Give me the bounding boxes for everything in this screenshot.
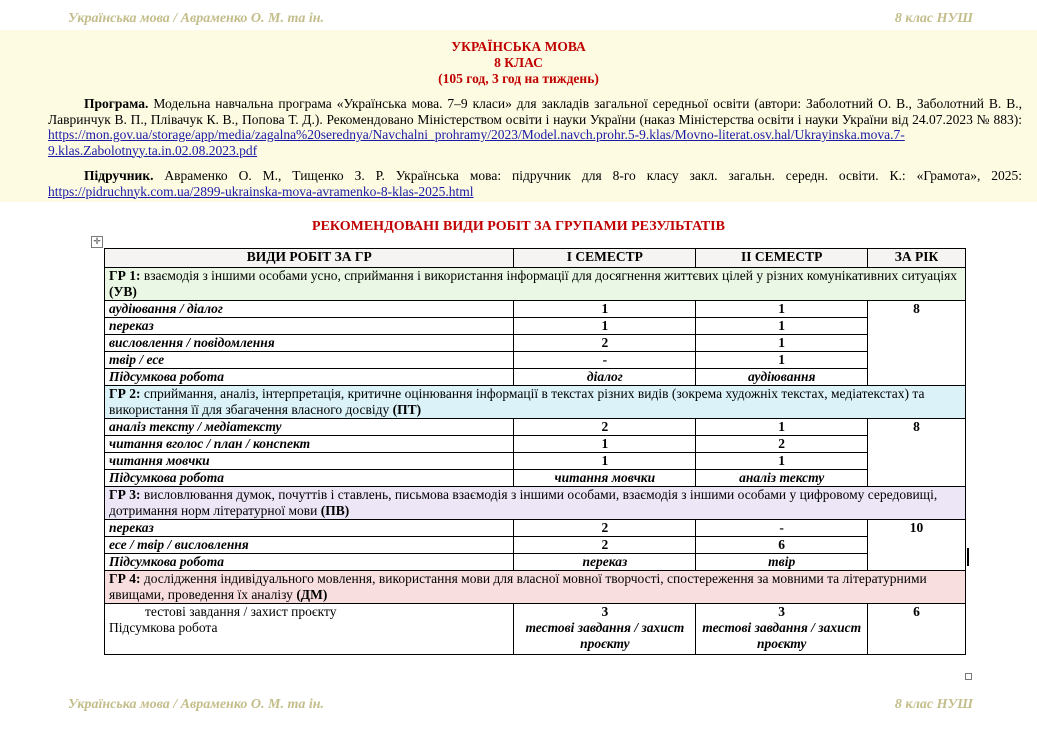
group-desc: висловлювання думок, почуттів і ставлень, письмова взаємодія з іншими особами, взаємодія з іншими особами у цифровому середовищі, дотримання норм літературної мови — [109, 487, 938, 518]
textbook-paragraph — [48, 168, 1022, 199]
activity-cell — [105, 604, 514, 655]
table-row — [105, 301, 966, 318]
text-cursor — [967, 548, 969, 566]
semester1-value: 2 — [514, 335, 696, 352]
activity-name: переказ — [105, 520, 514, 537]
group-row — [105, 487, 966, 520]
semester2-value: 3 — [778, 604, 786, 619]
semester1-value: 2 — [514, 537, 696, 554]
activity-name: аудіювання / діалог — [105, 301, 514, 318]
group-code: (УВ) — [109, 284, 137, 299]
semester2-summary: аналіз тексту — [696, 470, 868, 487]
activity-name: висловлення / повідомлення — [105, 335, 514, 352]
semester1-value: 1 — [514, 301, 696, 318]
year-total: 8 — [868, 419, 966, 487]
group-desc: дослідження індивідуального мовлення, використання мови для власної мовної творчості, спостереження за мовними та літературними явищами, проведення їх аналізу — [109, 571, 927, 602]
semester1-value: 1 — [514, 436, 696, 453]
summary-row — [105, 369, 966, 386]
section-title: РЕКОМЕНДОВАНІ ВИДИ РОБІТ ЗА ГРУПАМИ РЕЗУЛЬТАТІВ — [312, 219, 725, 234]
group-title: ГР 1: — [109, 268, 141, 283]
program-label: Програма. — [84, 96, 149, 111]
activity-name: твір / есе — [105, 352, 514, 369]
table-row — [105, 537, 966, 554]
running-head-right: 8 клас НУШ — [894, 11, 973, 26]
summary-label: Підсумкова робота — [105, 554, 514, 571]
program-text: Модельна навчальна програма «Українська мова. 7–9 класи» для закладів загальної середньої освіти (автори: Заболотний О. В., Заболотний В. В., Лавринчук В. П., Плівачук К. В., Попова Т. Д.). Рекомендовано Міністерством освіти і науки України (наказ Міністерства освіти і науки України від 24.07.2023 № 883): — [48, 96, 1022, 127]
semester1-value: 3 — [601, 604, 609, 619]
semester1-value: - — [514, 352, 696, 369]
results-table — [104, 248, 966, 655]
activity-name: есе / твір / висловлення — [105, 537, 514, 554]
semester1-cell — [514, 604, 696, 655]
semester2-value: 1 — [696, 335, 868, 352]
semester2-value: - — [696, 520, 868, 537]
textbook-label: Підручник. — [84, 168, 154, 183]
table-row — [105, 453, 966, 470]
semester1-value: 1 — [514, 453, 696, 470]
table-row — [105, 318, 966, 335]
group-cell — [105, 268, 966, 301]
table-row — [105, 436, 966, 453]
group-row — [105, 571, 966, 604]
semester2-cell — [696, 604, 868, 655]
year-total: 10 — [868, 520, 966, 571]
table-row — [105, 335, 966, 352]
summary-row — [105, 554, 966, 571]
semester1-summary: читання мовчки — [514, 470, 696, 487]
year-total: 6 — [868, 604, 966, 655]
group-cell — [105, 386, 966, 419]
semester2-value: 1 — [696, 301, 868, 318]
col-header: І СЕМЕСТР — [514, 249, 696, 268]
group-cell — [105, 571, 966, 604]
move-handle-icon[interactable]: ✛ — [91, 236, 103, 248]
textbook-link[interactable]: https://pidruchnyk.com.ua/2899-ukrainska-mova-avramenko-8-klas-2025.html — [48, 183, 474, 199]
running-head-top — [68, 11, 973, 27]
group-title: ГР 2: — [109, 386, 141, 401]
table-row — [105, 419, 966, 436]
group-code: (ПТ) — [392, 402, 422, 417]
activity-name: аналіз тексту / медіатексту — [105, 419, 514, 436]
semester1-value: 1 — [514, 318, 696, 335]
running-head-right: 8 клас НУШ — [894, 697, 973, 712]
table-resize-handle[interactable] — [965, 673, 972, 680]
group-title: ГР 4: — [109, 571, 141, 586]
semester1-summary: діалог — [514, 369, 696, 386]
group-row — [105, 268, 966, 301]
table-header-row — [105, 249, 966, 268]
semester1-value: 2 — [514, 419, 696, 436]
grade-title: 8 КЛАС — [494, 55, 543, 70]
program-link[interactable]: https://mon.gov.ua/storage/app/media/zagalna%20serednya/Navchalni_prohramy/2023/Model.navch.prohr.5-9.klas/Movno-literat.osv.hal/Ukrayinska.mova.7-9.klas.Zabolotnyy.ta.in.02.08.2023.pdf — [48, 127, 905, 158]
semester2-summary: аудіювання — [696, 369, 868, 386]
activity-name: читання мовчки — [105, 453, 514, 470]
group-row — [105, 386, 966, 419]
summary-label: Підсумкова робота — [109, 620, 218, 635]
semester2-summary: тестові завдання / захист проєкту — [702, 620, 862, 651]
col-header: ВИДИ РОБІТ ЗА ГР — [105, 249, 514, 268]
semester2-value: 1 — [696, 419, 868, 436]
semester1-summary: переказ — [514, 554, 696, 571]
semester2-value: 2 — [696, 436, 868, 453]
group-code: (ПВ) — [320, 503, 350, 518]
group-desc: сприймання, аналіз, інтерпретація, критичне оцінювання інформації в текстах різних видів (зокрема художніх текстах, медіатекстах) та використання її для збагачення власного досвіду — [109, 386, 925, 417]
running-head-left: Українська мова / Авраменко О. М. та ін. — [68, 11, 324, 26]
running-head-left: Українська мова / Авраменко О. М. та ін. — [68, 697, 324, 712]
semester2-value: 1 — [696, 318, 868, 335]
subject-title: УКРАЇНСЬКА МОВА — [451, 39, 586, 54]
activity-name: переказ — [105, 318, 514, 335]
group-cell — [105, 487, 966, 520]
summary-row — [105, 470, 966, 487]
summary-label: Підсумкова робота — [105, 470, 514, 487]
year-total: 8 — [868, 301, 966, 386]
semester2-value: 1 — [696, 453, 868, 470]
col-header: ЗА РІК — [868, 249, 966, 268]
summary-label: Підсумкова робота — [105, 369, 514, 386]
program-paragraph — [48, 96, 1022, 158]
activity-name: читання вголос / план / конспект — [105, 436, 514, 453]
running-head-bottom — [68, 697, 973, 713]
hours-title: (105 год, 3 год на тиждень) — [438, 71, 599, 86]
semester2-summary: твір — [696, 554, 868, 571]
table-row — [105, 520, 966, 537]
activity-name: тестові завдання / захист проєкту — [145, 604, 337, 619]
semester1-value: 2 — [514, 520, 696, 537]
group-code: (ДМ) — [296, 587, 328, 602]
textbook-text: Авраменко О. М., Тищенко З. Р. Українська мова: підручник для 8-го класу закл. загальн. середн. освіти. К.: «Грамота», 2025: — [153, 168, 1022, 183]
semester1-summary: тестові завдання / захист проєкту — [525, 620, 685, 651]
semester2-value: 1 — [696, 352, 868, 369]
table-row — [105, 604, 966, 655]
semester2-value: 6 — [696, 537, 868, 554]
group-title: ГР 3: — [109, 487, 141, 502]
group-desc: взаємодія з іншими особами усно, сприймання і використання інформації для досягнення життєвих цілей у різних комунікативних ситуаціях — [140, 268, 958, 283]
col-header: ІІ СЕМЕСТР — [696, 249, 868, 268]
table-row — [105, 352, 966, 369]
